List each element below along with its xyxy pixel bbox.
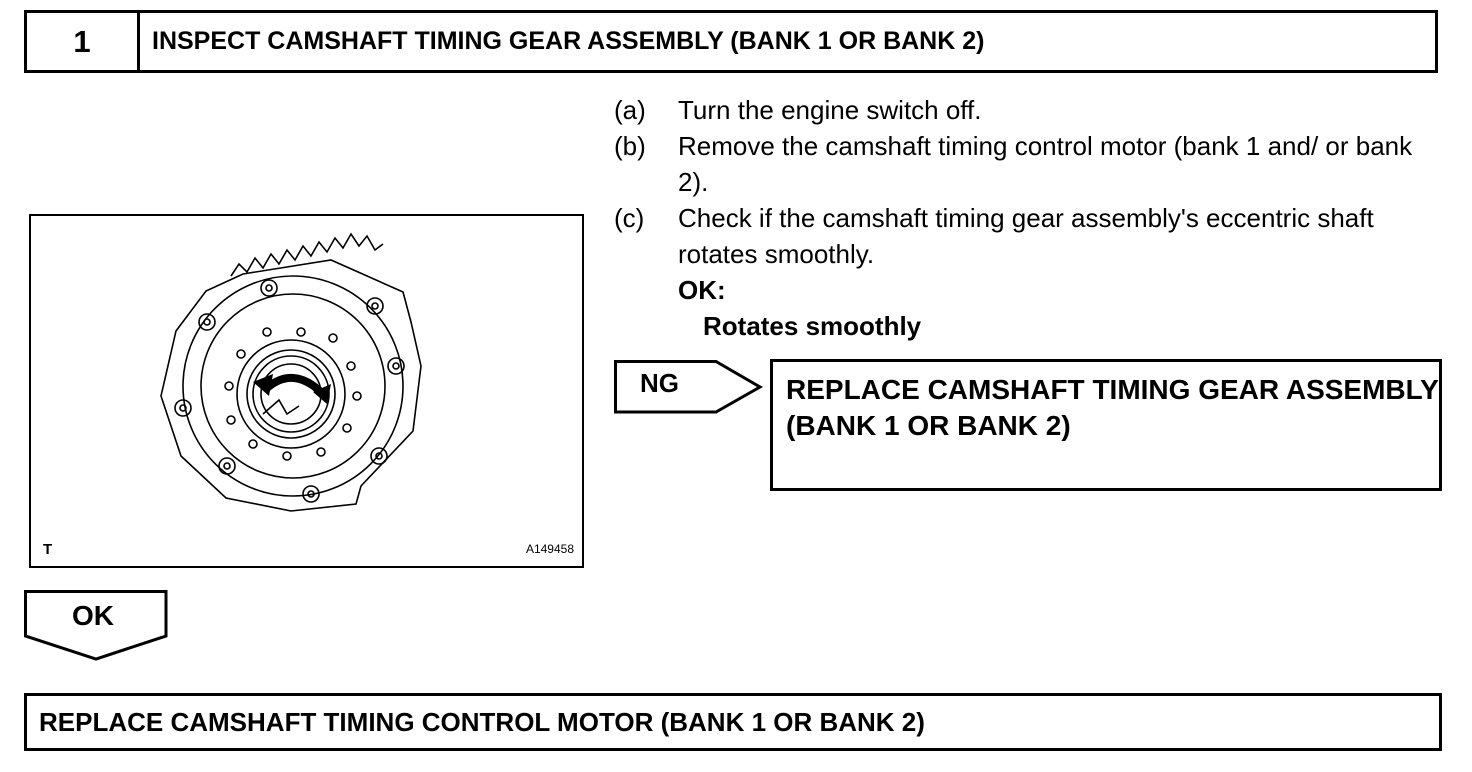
ok-criteria-label: OK: [678, 275, 726, 305]
ok-criteria-value: Rotates smoothly [703, 311, 922, 341]
step-label: (c) [614, 203, 645, 233]
step-number: 1 [27, 13, 140, 70]
ng-arrow-icon [614, 360, 764, 416]
figure-corner-label: T [43, 541, 53, 558]
step-label: (a) [614, 95, 646, 125]
step-text: Check if the camshaft timing gear assembly's eccentric shaft rotates smoothly. [678, 203, 1374, 269]
step-header [24, 10, 1438, 73]
procedure-steps [614, 92, 1444, 344]
ok-label: OK [72, 600, 114, 631]
step-text: Remove the camshaft timing control motor (bank 1 and/ or bank 2). [678, 131, 1413, 197]
ok-action-box: REPLACE CAMSHAFT TIMING CONTROL MOTOR (BANK 1 OR BANK 2) [24, 693, 1442, 751]
step-text: Turn the engine switch off. [678, 95, 982, 125]
step-label: (b) [614, 131, 646, 161]
step-title: INSPECT CAMSHAFT TIMING GEAR ASSEMBLY (BANK 1 OR BANK 2) [152, 27, 985, 55]
ok-criteria [678, 272, 1444, 344]
figure-id: A149458 [525, 542, 574, 556]
ng-label: NG [640, 368, 679, 398]
step-a [614, 92, 1444, 128]
step-c [614, 200, 1444, 272]
step-b [614, 128, 1444, 200]
camshaft-gear-drawing [31, 216, 582, 566]
ng-action-box: REPLACE CAMSHAFT TIMING GEAR ASSEMBLY (BANK 1 OR BANK 2) [770, 359, 1442, 491]
gear-illustration [29, 214, 584, 568]
